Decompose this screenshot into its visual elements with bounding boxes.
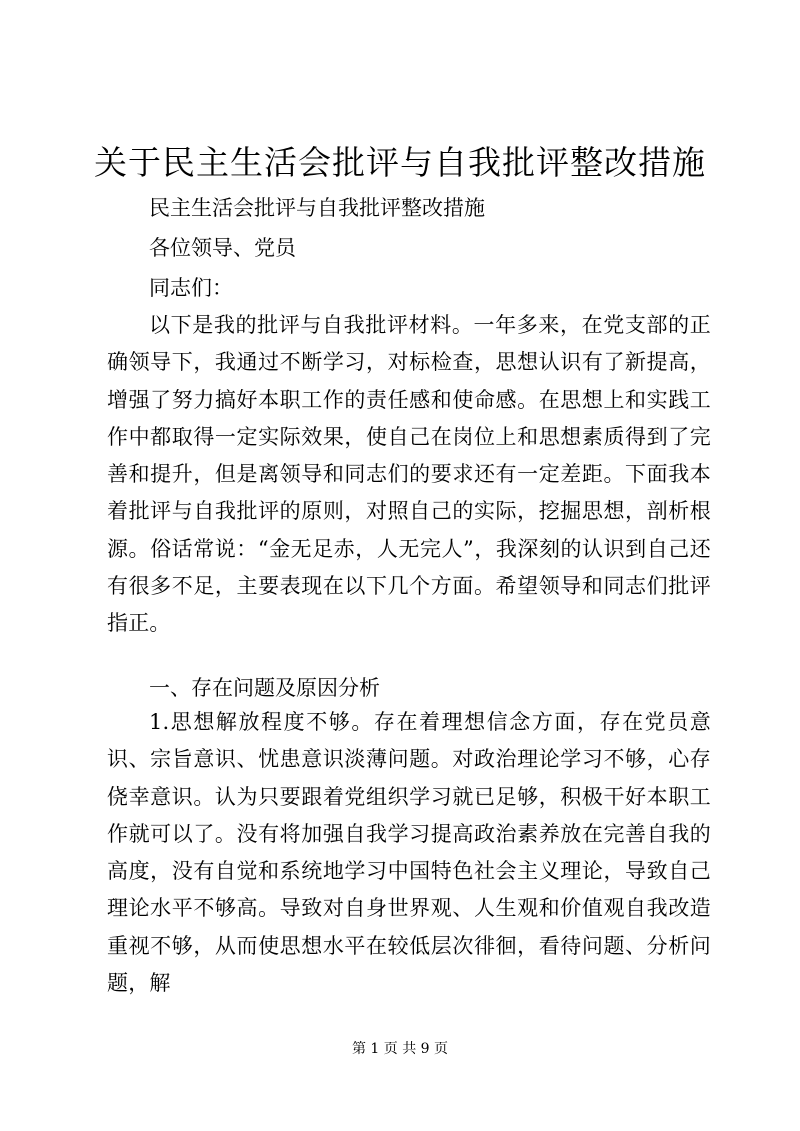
salutation-comrades: 同志们： — [149, 276, 233, 300]
section-heading: 一、存在问题及原因分析 — [149, 676, 380, 700]
intro-paragraph: 以下是我的批评与自我批评材料。一年多来，在党支部的正确领导下，我通过不断学习，对标检查，思想认识有了新提高，增强了努力搞好本职工作的责任感和使命感。在思想上和实践工作中都取得一定实际效果，使自己在岗位上和思想素质得到了完善和提升，但是离领导和同志们的要求还有一定差距。下面我本着批评与自我批评的原则，对照自己的实际，挖掘思想，剖析根源。俗话常说：“金无足赤，人无完人”，我深刻的认识到自己还有很多不足，主要表现在以下几个方面。希望领导和同志们批评指正。 — [107, 313, 711, 636]
problem-paragraph: 1.思想解放程度不够。存在着理想信念方面，存在党员意识、宗旨意识、忧患意识淡薄问题。对政治理论学习不够，心存侥幸意识。认为只要跟着党组织学习就已足够，积极干好本职工作就可以了。没有将加强自我学习提高政治素养放在完善自我的高度，没有自觉和系统地学习中国特色社会主义理论，导致自己理论水平不够高。导致对自身世界观、人生观和价值观自我改造重视不够，从而使思想水平在较低层次徘徊，看待问题、分析问题，解 — [107, 710, 711, 996]
document-subtitle: 民主生活会批评与自我批评整改措施 — [149, 196, 485, 220]
salutation-leaders: 各位领导、党员 — [149, 236, 296, 260]
document-title: 关于民主生活会批评与自我批评整改措施 — [94, 143, 706, 182]
page-footer: 第 1 页 共 9 页 — [351, 1041, 449, 1057]
